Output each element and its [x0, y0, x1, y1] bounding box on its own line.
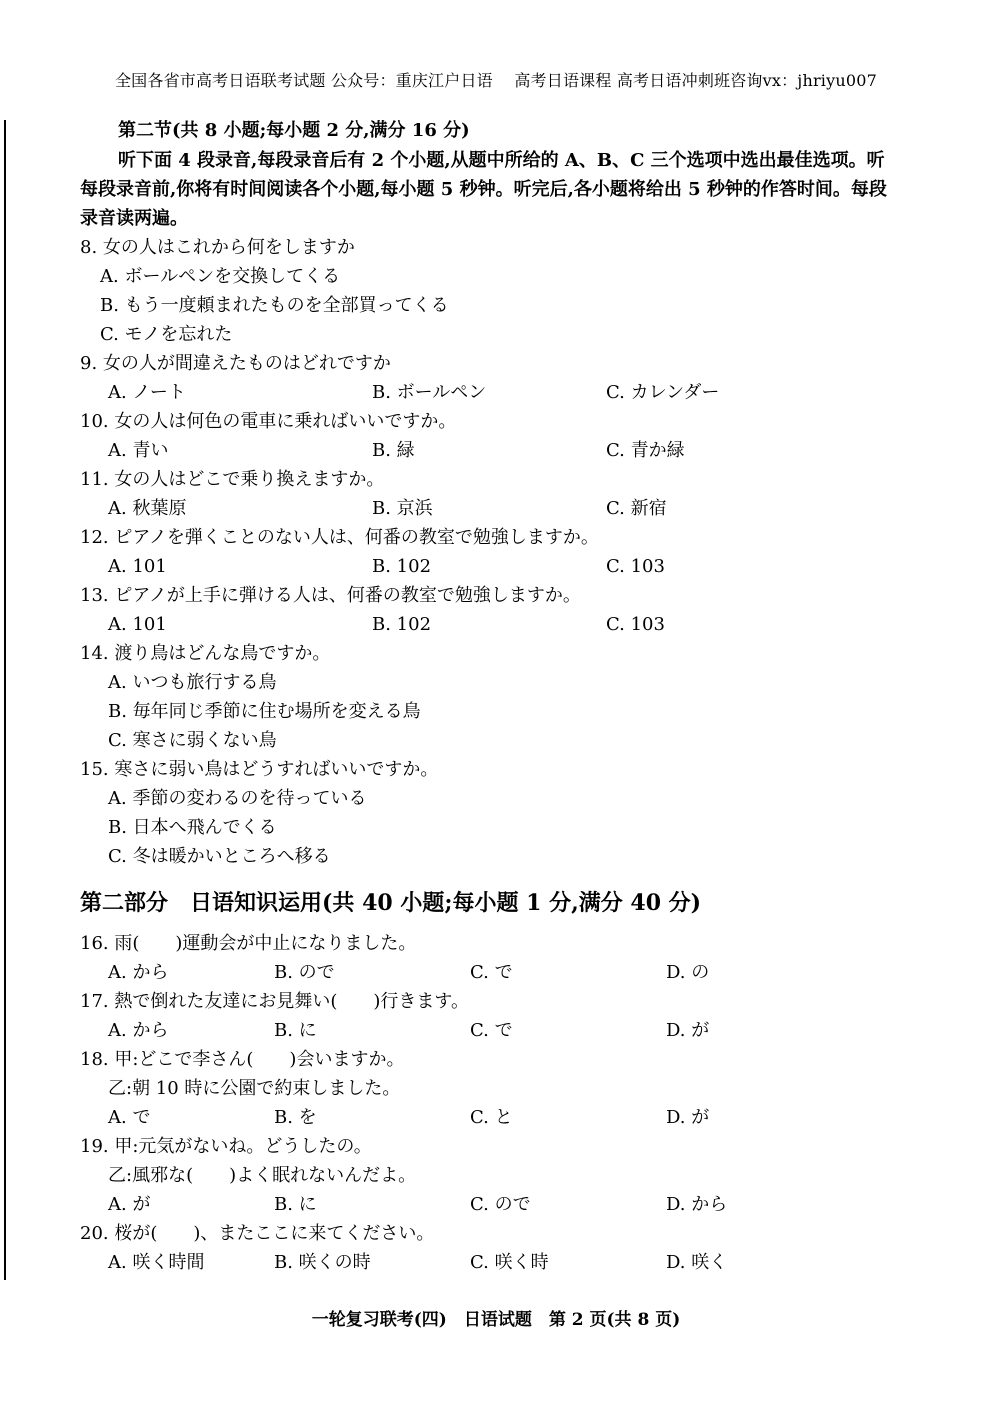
question-12: 12. ピアノを弾くことのない人は、何番の教室で勉強しますか。 — [80, 527, 599, 548]
option-13b: B. 102 — [372, 614, 432, 635]
option-10c: C. 青か緑 — [606, 440, 685, 461]
option-20d: D. 咲く — [666, 1252, 728, 1273]
question-17: 17. 熱で倒れた友達にお見舞い( )行きます。 — [80, 991, 469, 1012]
option-19d: D. から — [666, 1194, 728, 1215]
question-18-reply: 乙:朝 10 時に公園で約束しました。 — [108, 1078, 401, 1099]
option-10a: A. 青い — [108, 440, 169, 461]
option-11b: B. 京浜 — [372, 498, 433, 519]
question-8: 8. 女の人はこれから何をしますか — [80, 237, 355, 258]
options-9 — [80, 378, 900, 407]
option-8b: B. もう一度頼まれたものを全部買ってくる — [100, 295, 449, 316]
options-18 — [80, 1103, 900, 1132]
option-9c: C. カレンダー — [606, 382, 720, 403]
question-13: 13. ピアノが上手に弾ける人は、何番の教室で勉強しますか。 — [80, 585, 581, 606]
question-10: 10. 女の人は何色の電車に乗ればいいですか。 — [80, 411, 457, 432]
option-17a: A. から — [108, 1020, 169, 1041]
option-16b: B. ので — [274, 962, 335, 983]
option-18a: A. で — [108, 1107, 151, 1128]
option-17c: C. で — [470, 1020, 513, 1041]
options-12 — [80, 552, 900, 581]
option-19a: A. が — [108, 1194, 151, 1215]
option-16a: A. から — [108, 962, 169, 983]
option-14b: B. 毎年同じ季節に住む場所を変える鳥 — [108, 701, 421, 722]
exam-content — [80, 116, 900, 1277]
option-12a: A. 101 — [108, 556, 167, 577]
question-18: 18. 甲:どこで李さん( )会いますか。 — [80, 1049, 405, 1070]
option-13c: C. 103 — [606, 614, 665, 635]
options-19 — [80, 1190, 900, 1219]
question-19: 19. 甲:元気がないね。どうしたの。 — [80, 1136, 372, 1157]
option-13a: A. 101 — [108, 614, 167, 635]
option-11a: A. 秋葉原 — [108, 498, 187, 519]
option-8c: C. モノを忘れた — [100, 324, 233, 345]
page-header: 全国各省市高考日语联考试题 公众号：重庆江户日语 高考日语课程 高考日语冲刺班咨询vx：jhriyu007 — [114, 71, 878, 90]
option-20b: B. 咲くの時 — [274, 1252, 371, 1273]
options-10 — [80, 436, 900, 465]
option-17b: B. に — [274, 1020, 317, 1041]
option-15c: C. 冬は暖かいところへ移る — [108, 846, 331, 867]
left-margin-rule — [4, 120, 6, 1280]
option-18c: C. と — [470, 1107, 513, 1128]
options-17 — [80, 1016, 900, 1045]
question-16: 16. 雨( )運動会が中止になりました。 — [80, 933, 417, 954]
question-14: 14. 渡り鳥はどんな鳥ですか。 — [80, 643, 331, 664]
section-instructions: 听下面 4 段录音,每段录音后有 2 个小题,从题中所给的 A、B、C 三个选项中选出最佳选项。听每段录音前,你将有时间阅读各个小题,每小题 5 秒钟。听完后,各小题将给出 5 秒钟的作答时间。每段录音读两遍。 — [80, 150, 887, 229]
part-title: 第二部分 日语知识运用(共 40 小题;每小题 1 分,满分 40 分) — [80, 890, 702, 916]
option-16d: D. の — [666, 962, 710, 983]
option-16c: C. で — [470, 962, 513, 983]
option-18b: B. を — [274, 1107, 317, 1128]
option-15b: B. 日本へ飛んでくる — [108, 817, 277, 838]
option-14a: A. いつも旅行する鳥 — [108, 672, 277, 693]
option-11c: C. 新宿 — [606, 498, 667, 519]
question-11: 11. 女の人はどこで乗り換えますか。 — [80, 469, 385, 490]
options-13 — [80, 610, 900, 639]
question-19-reply: 乙:風邪な( )よく眠れないんだよ。 — [108, 1165, 417, 1186]
option-10b: B. 緑 — [372, 440, 415, 461]
section-title: 第二节(共 8 小题;每小题 2 分,满分 16 分) — [118, 120, 470, 141]
option-9a: A. ノート — [108, 382, 186, 403]
option-20c: C. 咲く時 — [470, 1252, 549, 1273]
question-9: 9. 女の人が間違えたものはどれですか — [80, 353, 391, 374]
option-18d: D. が — [666, 1107, 710, 1128]
option-17d: D. が — [666, 1020, 710, 1041]
options-11 — [80, 494, 900, 523]
option-12c: C. 103 — [606, 556, 665, 577]
option-9b: B. ボールペン — [372, 382, 487, 403]
question-15: 15. 寒さに弱い鳥はどうすればいいですか。 — [80, 759, 439, 780]
options-20 — [80, 1248, 900, 1277]
question-20: 20. 桜が( )、またここに来てください。 — [80, 1223, 435, 1244]
option-14c: C. 寒さに弱くない鳥 — [108, 730, 277, 751]
option-12b: B. 102 — [372, 556, 432, 577]
option-19c: C. ので — [470, 1194, 531, 1215]
option-15a: A. 季節の変わるのを待っている — [108, 788, 367, 809]
option-8a: A. ボールペンを交換してくる — [100, 266, 341, 287]
option-20a: A. 咲く時間 — [108, 1252, 205, 1273]
option-19b: B. に — [274, 1194, 317, 1215]
page-footer: 一轮复习联考(四) 日语试题 第 2 页(共 8 页) — [311, 1310, 681, 1330]
options-16 — [80, 958, 900, 987]
